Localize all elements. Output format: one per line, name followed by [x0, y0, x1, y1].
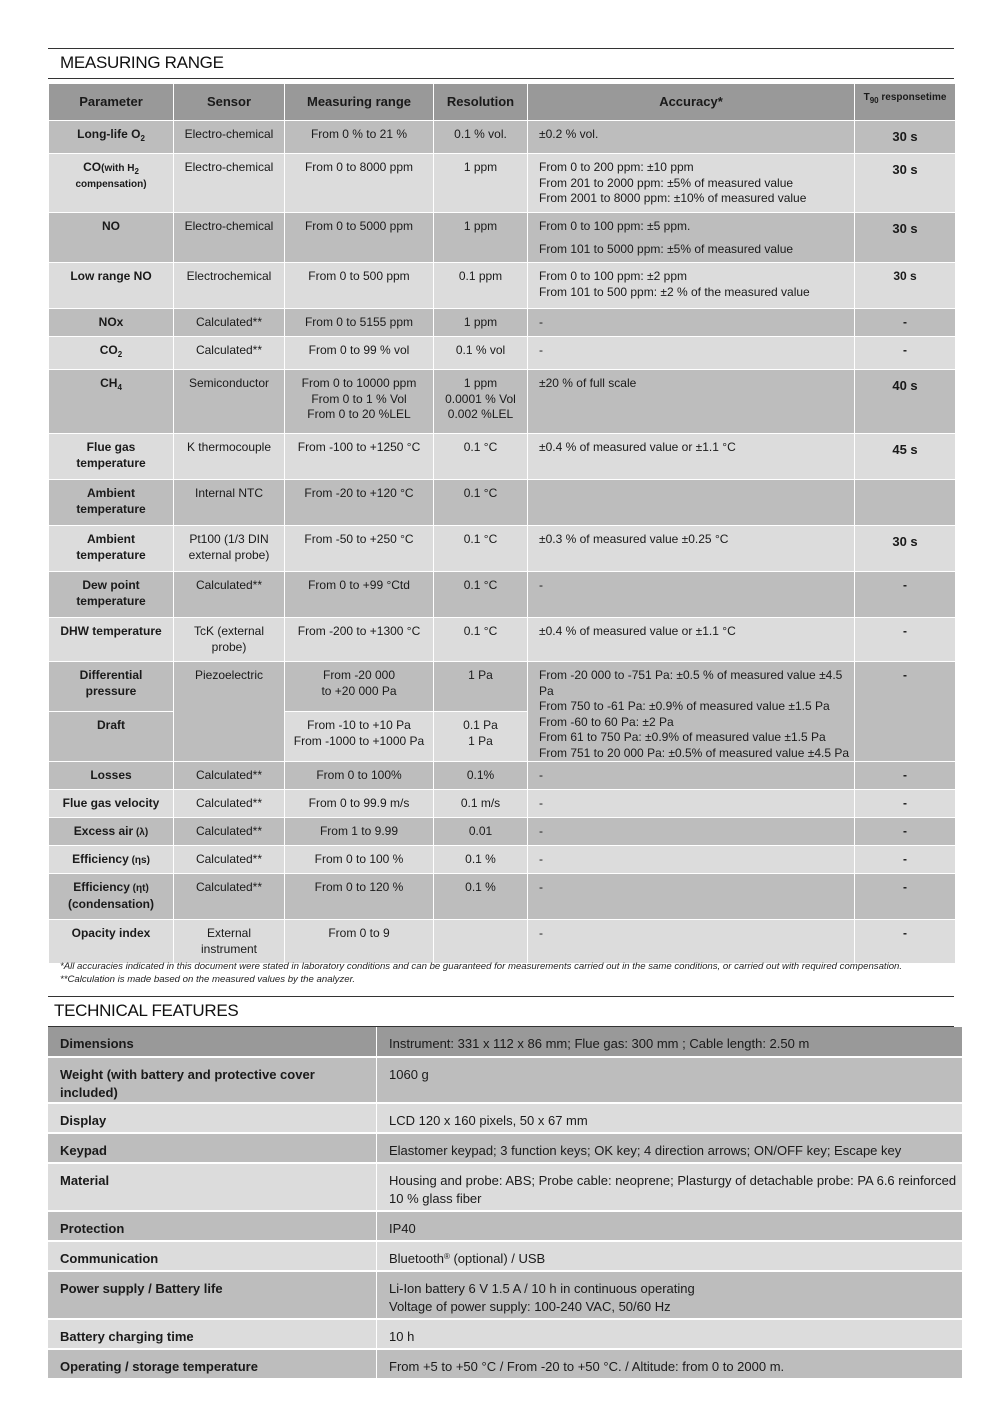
table-row [49, 370, 956, 434]
range-cell: From -20 to +120 °C [285, 480, 434, 526]
resolution-cell: 0.1 % vol. [434, 121, 528, 154]
sensor-cell: Pt100 (1/3 DIN external probe) [174, 526, 285, 572]
table-row [49, 846, 956, 874]
param-cell: NOx [49, 309, 174, 337]
feature-value: Elastomer keypad; 3 function keys; OK key; 4 direction arrows; ON/OFF key; Escape key [377, 1133, 963, 1163]
feature-value: LCD 120 x 160 pixels, 50 x 67 mm [377, 1103, 963, 1133]
resolution-cell: 1 ppm [434, 154, 528, 213]
param-cell: Draft [49, 712, 174, 762]
feature-label: Weight (with battery and protective cover included) [48, 1057, 377, 1103]
param-cell: Dew point temperature [49, 572, 174, 618]
resolution-cell [434, 920, 528, 964]
range-cell: From 0 to 120 % [285, 874, 434, 920]
sensor-cell: Electro-chemical [174, 154, 285, 213]
table-row [49, 121, 956, 154]
table-row [48, 1271, 962, 1319]
table-row [48, 1349, 962, 1379]
accuracy-cell: - [528, 846, 855, 874]
response-cell: - [855, 572, 956, 618]
footnote-calculation: **Calculation is made based on the measured values by the analyzer. [60, 974, 356, 985]
response-cell: - [855, 662, 956, 762]
resolution-cell: 0.1 °C [434, 434, 528, 480]
header-resolution: Resolution [434, 84, 528, 121]
feature-label: Protection [48, 1211, 377, 1241]
table-row [49, 662, 956, 712]
range-cell: From 0 to 100 % [285, 846, 434, 874]
feature-label: Material [48, 1163, 377, 1211]
accuracy-cell: ±20 % of full scale [528, 370, 855, 434]
measuring-range-title: MEASURING RANGE [60, 53, 224, 72]
technical-features-table [48, 1027, 962, 1380]
param-cell: $CH_4$ [49, 370, 174, 434]
feature-value: Bluetooth® (optional) / USB [377, 1241, 963, 1271]
sensor-cell: TcK (external probe) [174, 618, 285, 662]
table-row [49, 213, 956, 263]
feature-label: Display [48, 1103, 377, 1133]
resolution-cell: 0.1 m/s [434, 790, 528, 818]
response-cell [855, 480, 956, 526]
response-cell: 40 s [855, 370, 956, 434]
accuracy-cell: ±0.2 % vol. [528, 121, 855, 154]
range-cell: From 0 to 100% [285, 762, 434, 790]
response-cell: 30 s [855, 263, 956, 309]
param-cell: Ambient temperature [49, 480, 174, 526]
sensor-cell: Calculated** [174, 818, 285, 846]
response-cell: 30 s [855, 526, 956, 572]
param-cell: CO(with $H_2$ compensation) [49, 154, 174, 213]
accuracy-cell: - [528, 309, 855, 337]
table-row [49, 762, 956, 790]
resolution-cell: 0.01 [434, 818, 528, 846]
feature-value: Housing and probe: ABS; Probe cable: neoprene; Plasturgy of detachable probe: PA 6.6 reinforced 10 % glass fiber [377, 1163, 963, 1211]
sensor-cell: Internal NTC [174, 480, 285, 526]
resolution-cell: 0.1 Pa 1 Pa [434, 712, 528, 762]
table-row [48, 1103, 962, 1133]
accuracy-cell [528, 480, 855, 526]
param-cell: NO [49, 213, 174, 263]
feature-label: Dimensions [48, 1027, 377, 1057]
range-cell: From 0 to +99 °Ctd [285, 572, 434, 618]
range-cell: From 0 % to 21 % [285, 121, 434, 154]
response-cell: - [855, 818, 956, 846]
accuracy-cell: From -20 000 to -751 Pa: ±0.5 % of measured value ±4.5 Pa From 750 to -61 Pa: ±0.9% of measured value ±1.5 Pa From -60 to 60 Pa: ±2 Pa From 61 to 750 Pa: ±0.9% of measured value ±1.5 Pa From 751 to 20 000 Pa: ±0.5% of measured value ±4.5 Pa [528, 662, 855, 762]
resolution-cell: 0.1 °C [434, 526, 528, 572]
resolution-cell: 0.1 % [434, 874, 528, 920]
header-t90-response-time: $T_{90}$ responsetime [855, 84, 956, 121]
table-header-row [49, 84, 956, 121]
sensor-cell: Calculated** [174, 309, 285, 337]
sensor-cell: Calculated** [174, 846, 285, 874]
sensor-cell: Electrochemical [174, 263, 285, 309]
table-row [48, 1319, 962, 1349]
accuracy-cell: - [528, 818, 855, 846]
resolution-cell: 1 ppm [434, 309, 528, 337]
range-cell: From 0 to 5000 ppm [285, 213, 434, 263]
response-cell: - [855, 846, 956, 874]
range-cell: From 0 to 9 [285, 920, 434, 964]
accuracy-cell: ±0.4 % of measured value or ±1.1 °C [528, 434, 855, 480]
sensor-cell: K thermocouple [174, 434, 285, 480]
accuracy-cell: - [528, 337, 855, 370]
footnotes [60, 960, 902, 986]
range-cell: From 1 to 9.99 [285, 818, 434, 846]
response-cell: - [855, 309, 956, 337]
table-row [48, 1211, 962, 1241]
table-row [48, 1057, 962, 1103]
feature-label: Communication [48, 1241, 377, 1271]
table-row [48, 1133, 962, 1163]
param-cell: Opacity index [49, 920, 174, 964]
param-cell: DHW temperature [49, 618, 174, 662]
sensor-cell: Calculated** [174, 762, 285, 790]
resolution-cell: 0.1 % vol [434, 337, 528, 370]
header-sensor: Sensor [174, 84, 285, 121]
response-cell: - [855, 618, 956, 662]
param-cell: Excess air (λ) [49, 818, 174, 846]
param-cell: Differential pressure [49, 662, 174, 712]
feature-label: Keypad [48, 1133, 377, 1163]
response-cell: - [855, 874, 956, 920]
param-cell: Efficiency (ηs) [49, 846, 174, 874]
table-row [48, 1027, 962, 1057]
technical-features-heading [48, 996, 954, 1027]
footnote-accuracy: *All accuracies indicated in this document were stated in laboratory conditions and can be guaranteed for measurements carried out in the same conditions, or carried out with required compensation. [60, 961, 903, 972]
sensor-cell: Calculated** [174, 790, 285, 818]
header-measuring-range: Measuring range [285, 84, 434, 121]
feature-value: 1060 g [377, 1057, 963, 1103]
response-cell: - [855, 920, 956, 964]
response-cell: 45 s [855, 434, 956, 480]
response-cell: - [855, 337, 956, 370]
resolution-cell: 0.1 °C [434, 480, 528, 526]
response-cell: - [855, 790, 956, 818]
technical-features-title: TECHNICAL FEATURES [54, 1001, 239, 1020]
header-accuracy: Accuracy* [528, 84, 855, 121]
response-cell: 30 s [855, 154, 956, 213]
response-cell: - [855, 762, 956, 790]
table-row [49, 154, 956, 213]
sensor-cell: Calculated** [174, 337, 285, 370]
table-row [49, 434, 956, 480]
table-row [48, 1241, 962, 1271]
param-cell: Efficiency (ηt) (condensation) [49, 874, 174, 920]
table-row [49, 572, 956, 618]
table-row [49, 818, 956, 846]
feature-value: From +5 to +50 °C / From -20 to +50 °C. / Altitude: from 0 to 2000 m. [377, 1349, 963, 1379]
param-cell: Flue gas temperature [49, 434, 174, 480]
sensor-cell: Semiconductor [174, 370, 285, 434]
resolution-cell: 1 ppm [434, 213, 528, 263]
table-row [49, 920, 956, 964]
sensor-cell: Electro-chemical [174, 213, 285, 263]
table-row [49, 309, 956, 337]
response-cell: 30 s [855, 121, 956, 154]
sensor-cell: External instrument [174, 920, 285, 964]
resolution-cell: 1 Pa [434, 662, 528, 712]
sensor-cell: Calculated** [174, 874, 285, 920]
range-cell: From 0 to 99 % vol [285, 337, 434, 370]
sensor-cell: Piezoelectric [174, 662, 285, 762]
table-row [49, 618, 956, 662]
resolution-cell: 0.1 °C [434, 572, 528, 618]
param-cell: Ambient temperature [49, 526, 174, 572]
feature-label: Battery charging time [48, 1319, 377, 1349]
param-cell: $CO_2$ [49, 337, 174, 370]
accuracy-cell: ±0.4 % of measured value or ±1.1 °C [528, 618, 855, 662]
feature-value: Li-Ion battery 6 V 1.5 A / 10 h in continuous operating Voltage of power supply: 100-240 VAC, 50/60 Hz [377, 1271, 963, 1319]
accuracy-cell: From 0 to 100 ppm: ±2 ppm From 101 to 500 ppm: ±2 % of the measured value [528, 263, 855, 309]
measuring-range-table [48, 83, 956, 964]
table-row [48, 1163, 962, 1211]
accuracy-cell: From 0 to 200 ppm: ±10 ppm From 201 to 2000 ppm: ±5% of measured value From 2001 to 8000 ppm: ±10% of measured value [528, 154, 855, 213]
accuracy-cell: - [528, 874, 855, 920]
table-row [49, 337, 956, 370]
range-cell: From 0 to 8000 ppm [285, 154, 434, 213]
range-cell: From 0 to 5155 ppm [285, 309, 434, 337]
param-cell: Low range NO [49, 263, 174, 309]
resolution-cell: 0.1 % [434, 846, 528, 874]
range-cell: From 0 to 99.9 m/s [285, 790, 434, 818]
feature-value: IP40 [377, 1211, 963, 1241]
accuracy-cell: ±0.3 % of measured value ±0.25 °C [528, 526, 855, 572]
accuracy-cell: From 0 to 100 ppm: ±5 ppm. From 101 to 5000 ppm: ±5% of measured value [528, 213, 855, 263]
resolution-cell: 0.1% [434, 762, 528, 790]
feature-value: 10 h [377, 1319, 963, 1349]
resolution-cell: 0.1 ppm [434, 263, 528, 309]
feature-label: Power supply / Battery life [48, 1271, 377, 1319]
table-row [49, 790, 956, 818]
measuring-range-heading [48, 48, 954, 79]
feature-label: Operating / storage temperature [48, 1349, 377, 1379]
param-cell: Losses [49, 762, 174, 790]
range-cell: From -200 to +1300 °C [285, 618, 434, 662]
table-row [49, 263, 956, 309]
range-cell: From -50 to +250 °C [285, 526, 434, 572]
resolution-cell: 1 ppm 0.0001 % Vol 0.002 %LEL [434, 370, 528, 434]
param-cell: Long-life $O_2$ [49, 121, 174, 154]
range-cell: From -10 to +10 Pa From -1000 to +1000 Pa [285, 712, 434, 762]
table-row [49, 526, 956, 572]
feature-value: Instrument: 331 x 112 x 86 mm; Flue gas: 300 mm ; Cable length: 2.50 m [377, 1027, 963, 1057]
range-cell: From -20 000 to +20 000 Pa [285, 662, 434, 712]
range-cell: From 0 to 500 ppm [285, 263, 434, 309]
accuracy-cell: - [528, 790, 855, 818]
accuracy-cell: - [528, 572, 855, 618]
sensor-cell: Electro-chemical [174, 121, 285, 154]
accuracy-cell: - [528, 762, 855, 790]
sensor-cell: Calculated** [174, 572, 285, 618]
header-parameter: Parameter [49, 84, 174, 121]
resolution-cell: 0.1 °C [434, 618, 528, 662]
param-cell: Flue gas velocity [49, 790, 174, 818]
response-cell: 30 s [855, 213, 956, 263]
accuracy-cell: - [528, 920, 855, 964]
range-cell: From 0 to 10000 ppm From 0 to 1 % Vol From 0 to 20 %LEL [285, 370, 434, 434]
range-cell: From -100 to +1250 °C [285, 434, 434, 480]
table-row [49, 480, 956, 526]
table-row [49, 874, 956, 920]
